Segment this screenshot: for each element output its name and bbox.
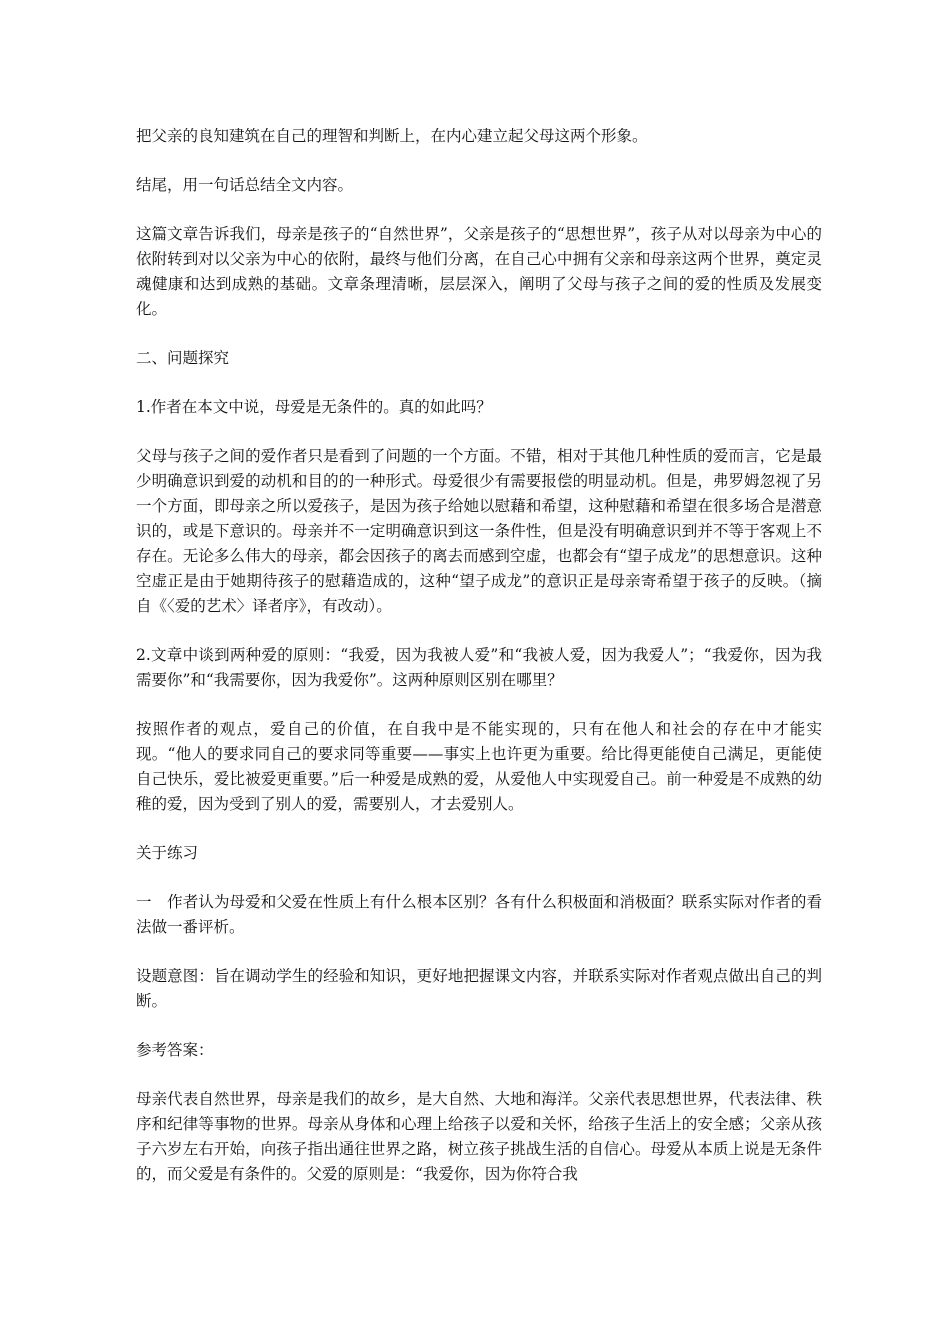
answer-2: 按照作者的观点，爱自己的价值，在自我中是不能实现的，只有在他人和社会的存在中才能实现。“他人的要求同自己的要求同等重要——事实上也许更为重要。给比得更能使自己满足，更能使自己快乐，爱比被爱更重要。”后一种爱是成熟的爱，从爱他人中实现爱自己。前一种爱是不成熟的幼稚的爱，因为受到了别人的爱，需要别人，才去爱别人。 (136, 720, 822, 813)
paragraph-summary: 这篇文章告诉我们，母亲是孩子的“自然世界”，父亲是孩子的“思想世界”，孩子从对以母亲为中心的依附转到对以父亲为中心的依附，最终与他们分离，在自己心中拥有父亲和母亲这两个世界，奠定灵魂健康和达到成熟的基础。文章条理清晰，层层深入，阐明了父母与孩子之间的爱的性质及发展变化。 (136, 225, 822, 318)
question-2: 2.文章中谈到两种爱的原则：“我爱，因为我被人爱”和“我被人爱，因为我爱人”；“我爱你，因为我需要你”和“我需要你，因为我爱你”。这两种原则区别在哪里？ (136, 646, 822, 689)
section-heading-exercises: 关于练习 (136, 844, 199, 862)
paragraph-conscience: 把父亲的良知建筑在自己的理智和判断上，在内心建立起父母这两个形象。 (136, 127, 648, 145)
answer-1: 父母与孩子之间的爱作者只是看到了问题的一个方面。不错，相对于其他几种性质的爱而言，它是最少明确意识到爱的动机和目的的一种形式。母爱很少有需要报偿的明显动机。但是，弗罗姆忽视了另一个方面，即母亲之所以爱孩子，是因为孩子给她以慰藉和希望，这种慰藉和希望在很多场合是潜意识的，或是下意识的。母亲并不一定明确意识到这一条件性，但是没有明确意识到并不等于客观上不存在。无论多么伟大的母亲，都会因孩子的离去而感到空虚，也都会有“望子成龙”的思想意识。这种空虚正是由于她期待孩子的慰藉造成的，这种“望子成龙”的意识正是母亲寄希望于孩子的反映。（摘自《〈爱的艺术〉译者序》，有改动）。 (136, 447, 822, 615)
exercise-1: 一 作者认为母爱和父爱在性质上有什么根本区别？各有什么积极面和消极面？联系实际对作者的看法做一番评析。 (136, 893, 822, 936)
exercise-intent: 设题意图：旨在调动学生的经验和知识，更好地把握课文内容，并联系实际对作者观点做出自己的判断。 (136, 967, 822, 1010)
reference-answer-label: 参考答案： (136, 1041, 214, 1059)
paragraph-ending: 结尾，用一句话总结全文内容。 (136, 176, 354, 194)
document-page (136, 124, 822, 1211)
reference-answer-body: 母亲代表自然世界，母亲是我们的故乡，是大自然、大地和海洋。父亲代表思想世界，代表法律、秩序和纪律等事物的世界。母亲从身体和心理上给孩子以爱和关怀，给孩子生活上的安全感；父亲从孩子六岁左右开始，向孩子指出通往世界之路，树立孩子挑战生活的自信心。母爱从本质上说是无条件的，而父爱是有条件的。父爱的原则是：“我爱你，因为你符合我 (136, 1090, 822, 1183)
section-heading-inquiry: 二、问题探究 (136, 349, 230, 367)
question-1: 1.作者在本文中说，母爱是无条件的。真的如此吗？ (136, 398, 492, 416)
